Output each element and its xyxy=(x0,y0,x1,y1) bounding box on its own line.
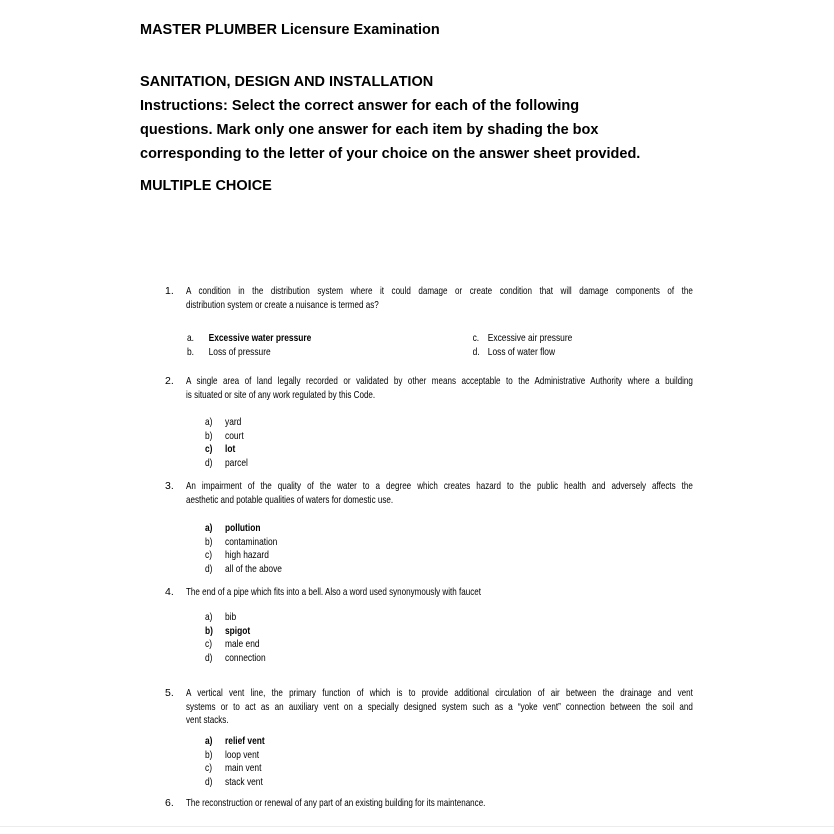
option-row xyxy=(205,563,525,577)
option-letter: d) xyxy=(205,651,213,664)
option-letter: b) xyxy=(205,624,213,637)
option-row xyxy=(473,346,555,360)
multiple-choice-heading: MULTIPLE CHOICE xyxy=(140,178,272,194)
option-text: court xyxy=(225,429,244,442)
option-letter: c. xyxy=(472,332,480,344)
option-row xyxy=(205,522,525,536)
question-text xyxy=(186,687,693,728)
page-bottom-edge xyxy=(0,826,834,827)
question-number: 6. xyxy=(165,797,174,809)
question-number: 4. xyxy=(165,586,174,598)
option-letter: b) xyxy=(205,535,213,548)
option-letter: a) xyxy=(205,735,213,747)
option-row xyxy=(205,443,525,457)
option-row xyxy=(205,536,525,550)
question-text-line: An impairment of the quality of the water to a degree which creates hazard to the public health and adversely affects the xyxy=(186,480,693,492)
option-text: yard xyxy=(225,416,242,428)
option-row xyxy=(205,430,525,444)
option-text: loop vent xyxy=(225,748,260,761)
question-text-line: aesthetic and potable qualities of waters for domestic use. xyxy=(186,493,394,506)
option-row xyxy=(187,332,715,346)
instructions-line: corresponding to the letter of your choice on the answer sheet provided. xyxy=(140,146,641,162)
question-text-line: The end of a pipe which fits into a bell. Also a word used synonymously with faucet xyxy=(186,586,481,598)
question-text xyxy=(186,375,693,402)
option-letter: c) xyxy=(205,762,212,774)
option-text: spigot xyxy=(225,624,251,637)
option-row xyxy=(205,625,525,639)
option-row xyxy=(205,749,525,763)
instructions-line: questions. Mark only one answer for each item by shading the box xyxy=(140,122,599,138)
question-text-line: A condition in the distribution system where it could damage or create condition that will damage components of the xyxy=(186,285,693,297)
document-title: MASTER PLUMBER Licensure Examination xyxy=(140,22,440,38)
option-text: bib xyxy=(225,611,237,623)
question-text xyxy=(186,480,693,507)
option-letter: b. xyxy=(187,345,195,358)
option-row xyxy=(205,549,525,563)
option-letter: b) xyxy=(205,748,213,761)
section-heading: SANITATION, DESIGN AND INSTALLATION xyxy=(140,74,434,90)
option-text: pollution xyxy=(225,522,261,534)
question-options xyxy=(205,735,525,789)
option-text: high hazard xyxy=(225,549,269,561)
question-text-line: A single area of land legally recorded or validated by other means acceptable to the Administrative Authority where a building xyxy=(186,375,693,387)
option-letter: c) xyxy=(205,638,212,650)
question-text-line: The reconstruction or renewal of any part of an existing building for its maintenance. xyxy=(186,797,486,809)
option-text: lot xyxy=(225,443,236,455)
option-text: stack vent xyxy=(225,775,263,788)
option-letter: b) xyxy=(205,429,213,442)
option-row xyxy=(205,776,525,790)
question-text-line: is situated or site of any work regulated by this Code. xyxy=(186,388,376,401)
question-options xyxy=(205,416,525,470)
option-row xyxy=(473,332,573,346)
question-text-line: distribution system or create a nuisance is termed as? xyxy=(186,298,379,311)
option-text: relief vent xyxy=(225,735,265,747)
option-row xyxy=(187,346,715,360)
option-text: connection xyxy=(225,651,266,664)
option-row xyxy=(205,652,525,666)
option-letter: d) xyxy=(205,456,213,469)
question-number: 3. xyxy=(165,480,174,492)
instructions-block xyxy=(140,70,640,166)
question-options xyxy=(205,611,525,665)
question-options xyxy=(187,332,715,359)
option-row xyxy=(205,416,525,430)
option-text: male end xyxy=(225,638,260,650)
option-letter: a) xyxy=(205,416,213,428)
option-text: Excessive air pressure xyxy=(487,332,573,344)
option-letter: a) xyxy=(205,522,213,534)
option-letter: a) xyxy=(205,611,213,623)
question-number: 2. xyxy=(165,375,174,387)
option-text: Loss of pressure xyxy=(208,345,271,358)
option-letter: d) xyxy=(205,562,213,575)
question-number: 1. xyxy=(165,285,174,297)
question-text-line: vent stacks. xyxy=(186,714,229,726)
option-letter: c) xyxy=(205,443,213,455)
question-text-line: A vertical vent line, the primary function of which is to provide additional circulation of air between the drainage and vent xyxy=(186,687,693,699)
option-row xyxy=(205,762,525,776)
option-row xyxy=(205,638,525,652)
option-letter: d) xyxy=(205,775,213,788)
question-text xyxy=(186,586,693,600)
option-text: main vent xyxy=(225,762,262,774)
option-letter: a. xyxy=(187,332,195,344)
option-text: Excessive water pressure xyxy=(208,332,312,344)
option-letter: c) xyxy=(205,549,212,561)
option-letter: d. xyxy=(472,345,480,358)
question-text xyxy=(186,285,693,312)
question-text-line: systems or to act as an auxiliary vent on a specially designed system such as a “yoke vent” connection between the soil and xyxy=(186,700,693,713)
option-text: all of the above xyxy=(225,562,282,575)
option-row xyxy=(205,735,525,749)
option-row xyxy=(205,457,525,471)
question-number: 5. xyxy=(165,687,174,699)
option-text: Loss of water flow xyxy=(487,345,556,358)
question-text xyxy=(186,797,693,811)
instructions-line: Instructions: Select the correct answer for each of the following xyxy=(140,98,580,114)
option-row xyxy=(205,611,525,625)
option-text: parcel xyxy=(225,456,248,469)
option-text: contamination xyxy=(225,535,278,548)
question-options xyxy=(205,522,525,576)
